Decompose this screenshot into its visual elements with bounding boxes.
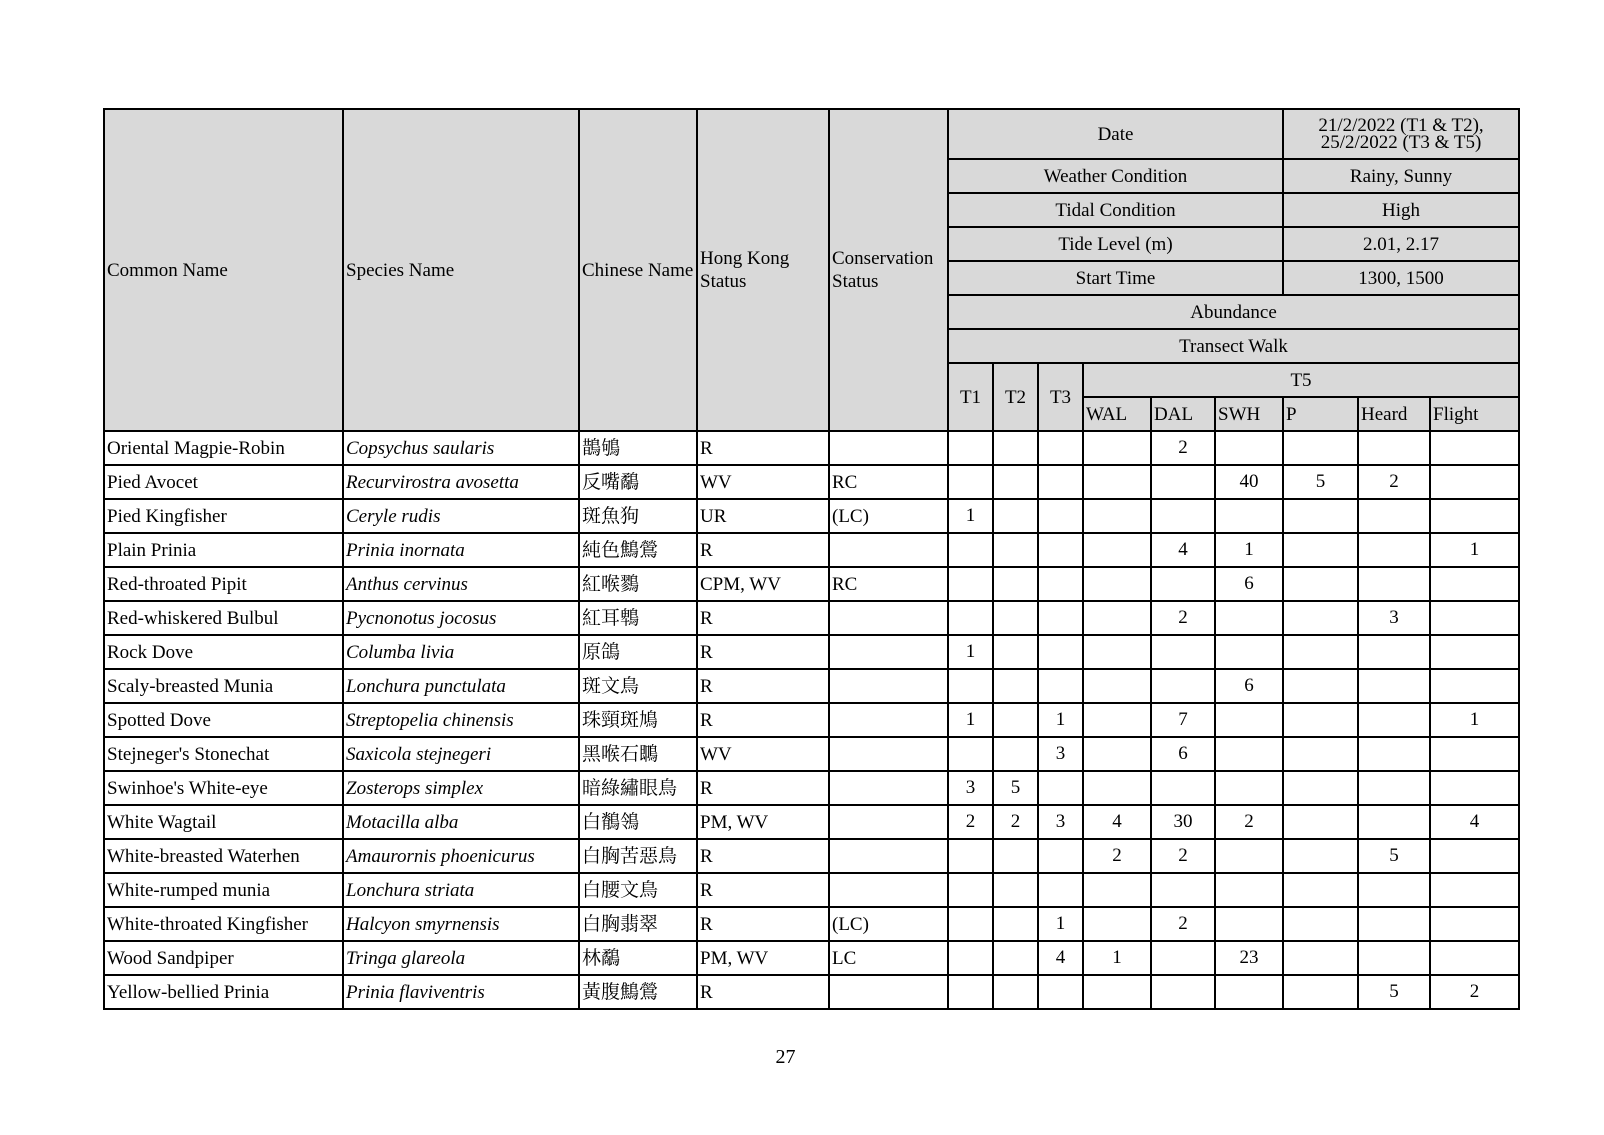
count-p-cell (1283, 601, 1358, 635)
count-wal-cell: 1 (1083, 941, 1151, 975)
count-t1-cell (948, 839, 993, 873)
common-name-cell: White-breasted Waterhen (104, 839, 343, 873)
count-t1-cell: 1 (948, 703, 993, 737)
species-name-cell: Saxicola stejnegeri (343, 737, 579, 771)
count-dal-cell: 30 (1151, 805, 1215, 839)
count-flight-cell (1430, 771, 1519, 805)
count-t2-cell (993, 975, 1038, 1009)
chinese-name-cell: 反嘴鷸 (579, 465, 697, 499)
table-row (104, 839, 1519, 873)
table-row (104, 567, 1519, 601)
count-p-cell (1283, 703, 1358, 737)
conservation-status-cell (829, 805, 948, 839)
chinese-name-cell: 林鷸 (579, 941, 697, 975)
count-dal-cell (1151, 635, 1215, 669)
count-p-cell (1283, 975, 1358, 1009)
count-p-cell (1283, 907, 1358, 941)
count-dal-cell: 7 (1151, 703, 1215, 737)
common-name-cell: Red-throated Pipit (104, 567, 343, 601)
chinese-name-cell: 黑喉石䳭 (579, 737, 697, 771)
species-name-cell: Columba livia (343, 635, 579, 669)
count-swh-cell (1215, 771, 1283, 805)
count-flight-cell (1430, 873, 1519, 907)
count-wal-cell (1083, 465, 1151, 499)
table-row (104, 635, 1519, 669)
count-t3-cell: 4 (1038, 941, 1083, 975)
count-heard-cell (1358, 873, 1430, 907)
count-t1-cell (948, 601, 993, 635)
chinese-name-cell: 白胸翡翠 (579, 907, 697, 941)
conservation-status-cell (829, 431, 948, 465)
count-t2-cell (993, 431, 1038, 465)
count-t2-cell (993, 567, 1038, 601)
count-p-cell (1283, 533, 1358, 567)
count-dal-cell: 2 (1151, 601, 1215, 635)
count-swh-cell (1215, 975, 1283, 1009)
count-swh-cell: 40 (1215, 465, 1283, 499)
count-flight-cell (1430, 499, 1519, 533)
count-heard-cell (1358, 737, 1430, 771)
table-row (104, 703, 1519, 737)
species-name-cell: Pycnonotus jocosus (343, 601, 579, 635)
conservation-status-cell (829, 975, 948, 1009)
chinese-name-cell: 白腰文鳥 (579, 873, 697, 907)
date-value: 21/2/2022 (T1 & T2), 25/2/2022 (T3 & T5) (1283, 109, 1519, 159)
count-swh-cell: 6 (1215, 669, 1283, 703)
hk-status-cell: R (697, 431, 829, 465)
hk-status-cell: R (697, 873, 829, 907)
count-swh-cell (1215, 873, 1283, 907)
common-name-cell: Plain Prinia (104, 533, 343, 567)
count-wal-cell (1083, 771, 1151, 805)
conservation-status-cell (829, 737, 948, 771)
header-t2: T2 (993, 363, 1038, 431)
header-t5: T5 (1083, 363, 1519, 397)
count-dal-cell: 2 (1151, 839, 1215, 873)
table-row (104, 669, 1519, 703)
start-time-value: 1300, 1500 (1283, 261, 1519, 295)
count-swh-cell (1215, 703, 1283, 737)
count-t1-cell: 2 (948, 805, 993, 839)
date-label: Date (948, 109, 1283, 159)
count-t1-cell (948, 907, 993, 941)
species-name-cell: Tringa glareola (343, 941, 579, 975)
count-flight-cell (1430, 635, 1519, 669)
table-row (104, 499, 1519, 533)
common-name-cell: Pied Kingfisher (104, 499, 343, 533)
count-wal-cell (1083, 499, 1151, 533)
count-dal-cell: 4 (1151, 533, 1215, 567)
hk-status-cell: R (697, 907, 829, 941)
chinese-name-cell: 白鶺鴒 (579, 805, 697, 839)
start-time-label: Start Time (948, 261, 1283, 295)
conservation-status-cell: (LC) (829, 907, 948, 941)
count-t2-cell (993, 533, 1038, 567)
count-heard-cell (1358, 567, 1430, 601)
conservation-status-cell: LC (829, 941, 948, 975)
count-t3-cell (1038, 839, 1083, 873)
common-name-cell: White-throated Kingfisher (104, 907, 343, 941)
count-t1-cell: 1 (948, 635, 993, 669)
common-name-cell: White-rumped munia (104, 873, 343, 907)
table-row (104, 975, 1519, 1009)
count-flight-cell (1430, 941, 1519, 975)
count-wal-cell (1083, 737, 1151, 771)
table-row (104, 907, 1519, 941)
count-dal-cell (1151, 941, 1215, 975)
count-t3-cell (1038, 975, 1083, 1009)
chinese-name-cell: 珠頸斑鳩 (579, 703, 697, 737)
table-row (104, 805, 1519, 839)
count-heard-cell (1358, 533, 1430, 567)
hk-status-cell: R (697, 975, 829, 1009)
count-p-cell (1283, 567, 1358, 601)
tide-level-value: 2.01, 2.17 (1283, 227, 1519, 261)
chinese-name-cell: 白胸苦惡鳥 (579, 839, 697, 873)
count-t1-cell: 3 (948, 771, 993, 805)
tide-level-label: Tide Level (m) (948, 227, 1283, 261)
header-conservation-status: Conservation Status (829, 109, 948, 431)
count-wal-cell (1083, 669, 1151, 703)
weather-value: Rainy, Sunny (1283, 159, 1519, 193)
conservation-status-cell: (LC) (829, 499, 948, 533)
count-t1-cell (948, 941, 993, 975)
species-name-cell: Prinia flaviventris (343, 975, 579, 1009)
count-t2-cell (993, 873, 1038, 907)
count-flight-cell (1430, 465, 1519, 499)
count-wal-cell (1083, 533, 1151, 567)
common-name-cell: Rock Dove (104, 635, 343, 669)
common-name-cell: Red-whiskered Bulbul (104, 601, 343, 635)
count-t3-cell (1038, 567, 1083, 601)
count-t3-cell (1038, 499, 1083, 533)
count-p-cell (1283, 771, 1358, 805)
count-wal-cell (1083, 907, 1151, 941)
species-name-cell: Copsychus saularis (343, 431, 579, 465)
count-heard-cell (1358, 907, 1430, 941)
hk-status-cell: PM, WV (697, 805, 829, 839)
count-t2-cell (993, 465, 1038, 499)
hk-status-cell: R (697, 839, 829, 873)
table-row (104, 873, 1519, 907)
bird-survey-table (103, 108, 1520, 1010)
count-wal-cell (1083, 975, 1151, 1009)
count-heard-cell: 5 (1358, 839, 1430, 873)
header-chinese-name: Chinese Name (579, 109, 697, 431)
species-name-cell: Lonchura striata (343, 873, 579, 907)
transect-walk-label: Transect Walk (948, 329, 1519, 363)
count-t2-cell (993, 635, 1038, 669)
count-flight-cell: 1 (1430, 703, 1519, 737)
common-name-cell: Oriental Magpie-Robin (104, 431, 343, 465)
count-t2-cell (993, 907, 1038, 941)
count-p-cell (1283, 737, 1358, 771)
count-t2-cell (993, 703, 1038, 737)
count-dal-cell (1151, 567, 1215, 601)
count-heard-cell (1358, 431, 1430, 465)
count-swh-cell (1215, 601, 1283, 635)
species-name-cell: Streptopelia chinensis (343, 703, 579, 737)
count-swh-cell: 23 (1215, 941, 1283, 975)
count-p-cell (1283, 669, 1358, 703)
chinese-name-cell: 鵲鴝 (579, 431, 697, 465)
chinese-name-cell: 暗綠繡眼鳥 (579, 771, 697, 805)
header-t5-dal: DAL (1151, 397, 1215, 431)
common-name-cell: Swinhoe's White-eye (104, 771, 343, 805)
species-name-cell: Anthus cervinus (343, 567, 579, 601)
table-row (104, 533, 1519, 567)
conservation-status-cell (829, 533, 948, 567)
species-name-cell: Prinia inornata (343, 533, 579, 567)
hk-status-cell: PM, WV (697, 941, 829, 975)
header-common-name: Common Name (104, 109, 343, 431)
count-wal-cell: 4 (1083, 805, 1151, 839)
table-row (104, 601, 1519, 635)
count-flight-cell (1430, 669, 1519, 703)
count-swh-cell (1215, 431, 1283, 465)
common-name-cell: Spotted Dove (104, 703, 343, 737)
count-t1-cell (948, 567, 993, 601)
count-dal-cell (1151, 873, 1215, 907)
count-wal-cell (1083, 873, 1151, 907)
count-t1-cell (948, 975, 993, 1009)
count-p-cell (1283, 839, 1358, 873)
count-t2-cell (993, 669, 1038, 703)
count-dal-cell: 2 (1151, 907, 1215, 941)
count-t2-cell (993, 839, 1038, 873)
count-flight-cell (1430, 567, 1519, 601)
count-flight-cell: 4 (1430, 805, 1519, 839)
count-wal-cell (1083, 431, 1151, 465)
count-dal-cell: 2 (1151, 431, 1215, 465)
hk-status-cell: R (697, 669, 829, 703)
header-t3: T3 (1038, 363, 1083, 431)
count-heard-cell (1358, 703, 1430, 737)
table-row (104, 431, 1519, 465)
count-t1-cell (948, 669, 993, 703)
count-dal-cell (1151, 465, 1215, 499)
header-hk-status: Hong Kong Status (697, 109, 829, 431)
table-row (104, 737, 1519, 771)
count-t3-cell: 3 (1038, 737, 1083, 771)
count-swh-cell (1215, 737, 1283, 771)
count-swh-cell (1215, 839, 1283, 873)
page-number: 27 (775, 1046, 796, 1068)
count-swh-cell: 6 (1215, 567, 1283, 601)
count-p-cell (1283, 941, 1358, 975)
count-dal-cell: 6 (1151, 737, 1215, 771)
common-name-cell: Scaly-breasted Munia (104, 669, 343, 703)
count-t3-cell (1038, 533, 1083, 567)
species-name-cell: Ceryle rudis (343, 499, 579, 533)
count-p-cell: 5 (1283, 465, 1358, 499)
count-swh-cell (1215, 635, 1283, 669)
conservation-status-cell: RC (829, 567, 948, 601)
species-name-cell: Halcyon smyrnensis (343, 907, 579, 941)
common-name-cell: Wood Sandpiper (104, 941, 343, 975)
hk-status-cell: R (697, 601, 829, 635)
chinese-name-cell: 紅喉鷚 (579, 567, 697, 601)
hk-status-cell: CPM, WV (697, 567, 829, 601)
hk-status-cell: WV (697, 465, 829, 499)
count-p-cell (1283, 635, 1358, 669)
count-heard-cell (1358, 941, 1430, 975)
hk-status-cell: R (697, 635, 829, 669)
header-t5-p: P (1283, 397, 1358, 431)
chinese-name-cell: 純色鷦鶯 (579, 533, 697, 567)
hk-status-cell: UR (697, 499, 829, 533)
count-p-cell (1283, 499, 1358, 533)
count-dal-cell (1151, 975, 1215, 1009)
abundance-label: Abundance (948, 295, 1519, 329)
count-wal-cell (1083, 567, 1151, 601)
chinese-name-cell: 原鴿 (579, 635, 697, 669)
count-wal-cell (1083, 703, 1151, 737)
tidal-value: High (1283, 193, 1519, 227)
count-swh-cell: 2 (1215, 805, 1283, 839)
count-p-cell (1283, 431, 1358, 465)
count-flight-cell: 1 (1430, 533, 1519, 567)
species-name-cell: Zosterops simplex (343, 771, 579, 805)
tidal-label: Tidal Condition (948, 193, 1283, 227)
count-flight-cell (1430, 907, 1519, 941)
count-p-cell (1283, 805, 1358, 839)
count-heard-cell (1358, 669, 1430, 703)
count-t2-cell (993, 499, 1038, 533)
count-flight-cell (1430, 839, 1519, 873)
count-flight-cell: 2 (1430, 975, 1519, 1009)
header-t5-flight: Flight (1430, 397, 1519, 431)
count-t1-cell (948, 873, 993, 907)
hk-status-cell: R (697, 703, 829, 737)
conservation-status-cell (829, 601, 948, 635)
count-heard-cell: 5 (1358, 975, 1430, 1009)
count-t2-cell (993, 941, 1038, 975)
hk-status-cell: R (697, 771, 829, 805)
count-flight-cell (1430, 737, 1519, 771)
count-swh-cell (1215, 499, 1283, 533)
count-t3-cell: 1 (1038, 703, 1083, 737)
header-t1: T1 (948, 363, 993, 431)
hk-status-cell: WV (697, 737, 829, 771)
header-species-name: Species Name (343, 109, 579, 431)
count-dal-cell (1151, 669, 1215, 703)
count-t2-cell: 2 (993, 805, 1038, 839)
count-wal-cell (1083, 601, 1151, 635)
count-t1-cell (948, 737, 993, 771)
count-t1-cell (948, 431, 993, 465)
conservation-status-cell (829, 635, 948, 669)
count-t3-cell: 1 (1038, 907, 1083, 941)
count-t3-cell (1038, 431, 1083, 465)
count-t1-cell: 1 (948, 499, 993, 533)
count-swh-cell (1215, 907, 1283, 941)
species-name-cell: Amaurornis phoenicurus (343, 839, 579, 873)
chinese-name-cell: 黃腹鷦鶯 (579, 975, 697, 1009)
conservation-status-cell (829, 873, 948, 907)
count-t1-cell (948, 465, 993, 499)
common-name-cell: Stejneger's Stonechat (104, 737, 343, 771)
count-wal-cell (1083, 635, 1151, 669)
count-wal-cell: 2 (1083, 839, 1151, 873)
table-row (104, 465, 1519, 499)
count-flight-cell (1430, 431, 1519, 465)
count-heard-cell (1358, 771, 1430, 805)
count-heard-cell (1358, 805, 1430, 839)
count-t3-cell (1038, 635, 1083, 669)
count-dal-cell (1151, 499, 1215, 533)
count-swh-cell: 1 (1215, 533, 1283, 567)
count-t3-cell (1038, 873, 1083, 907)
common-name-cell: White Wagtail (104, 805, 343, 839)
count-p-cell (1283, 873, 1358, 907)
count-t3-cell: 3 (1038, 805, 1083, 839)
count-t3-cell (1038, 669, 1083, 703)
count-t2-cell: 5 (993, 771, 1038, 805)
count-heard-cell: 3 (1358, 601, 1430, 635)
count-t1-cell (948, 533, 993, 567)
count-t3-cell (1038, 771, 1083, 805)
header-t5-heard: Heard (1358, 397, 1430, 431)
count-t3-cell (1038, 465, 1083, 499)
chinese-name-cell: 紅耳鵯 (579, 601, 697, 635)
conservation-status-cell (829, 771, 948, 805)
species-name-cell: Motacilla alba (343, 805, 579, 839)
count-t2-cell (993, 737, 1038, 771)
conservation-status-cell: RC (829, 465, 948, 499)
conservation-status-cell (829, 839, 948, 873)
chinese-name-cell: 斑魚狗 (579, 499, 697, 533)
count-flight-cell (1430, 601, 1519, 635)
common-name-cell: Yellow-bellied Prinia (104, 975, 343, 1009)
chinese-name-cell: 斑文鳥 (579, 669, 697, 703)
conservation-status-cell (829, 703, 948, 737)
count-t3-cell (1038, 601, 1083, 635)
count-dal-cell (1151, 771, 1215, 805)
weather-label: Weather Condition (948, 159, 1283, 193)
species-name-cell: Recurvirostra avosetta (343, 465, 579, 499)
count-heard-cell (1358, 635, 1430, 669)
count-t2-cell (993, 601, 1038, 635)
hk-status-cell: R (697, 533, 829, 567)
table-row (104, 771, 1519, 805)
header-t5-wal: WAL (1083, 397, 1151, 431)
species-name-cell: Lonchura punctulata (343, 669, 579, 703)
conservation-status-cell (829, 669, 948, 703)
common-name-cell: Pied Avocet (104, 465, 343, 499)
count-heard-cell (1358, 499, 1430, 533)
table-row (104, 941, 1519, 975)
count-heard-cell: 2 (1358, 465, 1430, 499)
header-t5-swh: SWH (1215, 397, 1283, 431)
